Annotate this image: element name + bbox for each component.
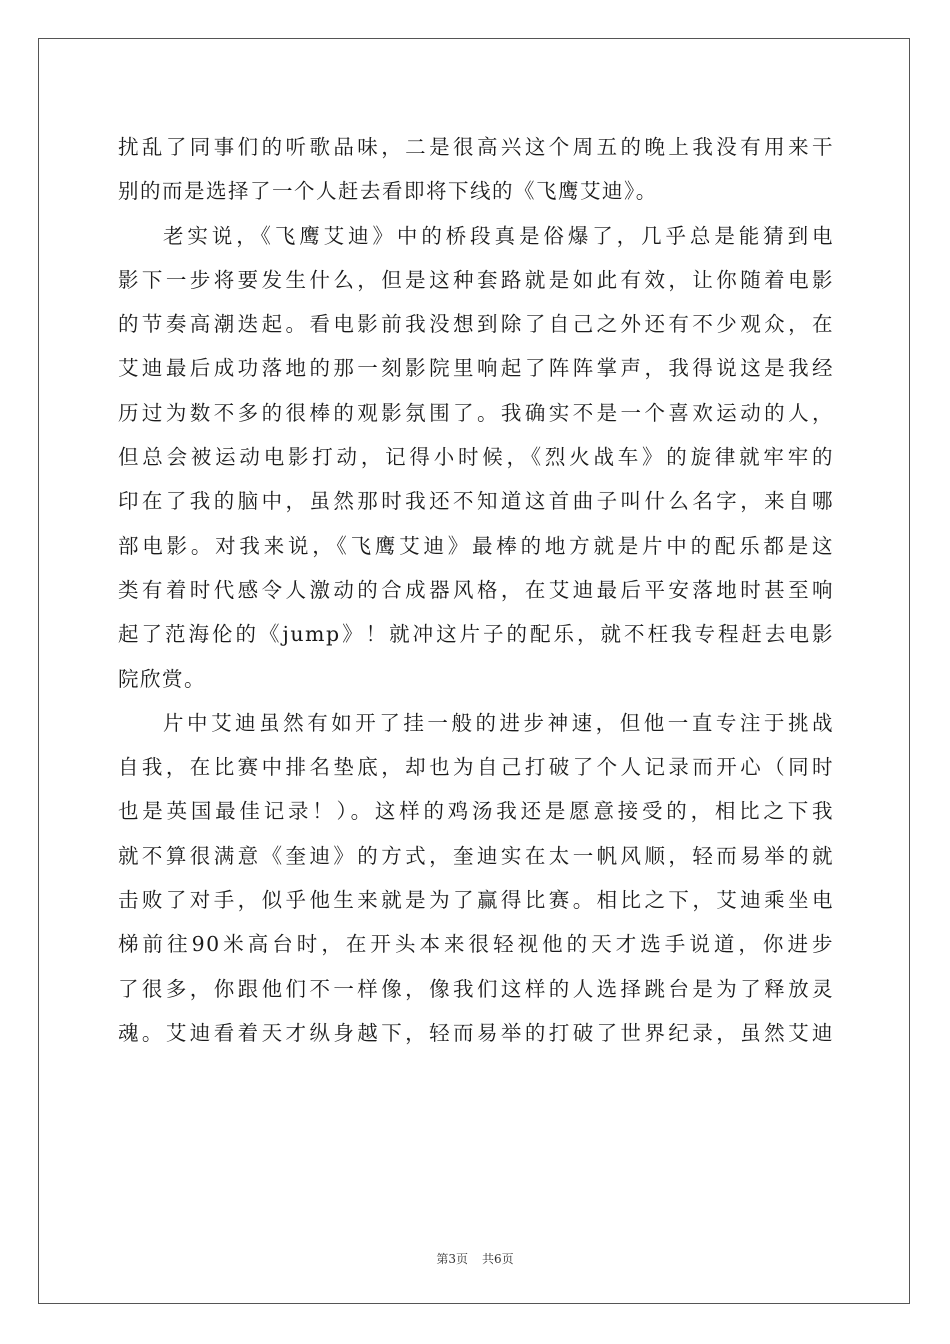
text-line: 就不算很满意《奎迪》的方式，奎迪实在太一帆风顺，轻而易举的就 bbox=[118, 843, 834, 868]
text-line: 梯前往90米高台时，在开头本来很轻视他的天才选手说道，你进步 bbox=[118, 932, 834, 957]
text-line: 自我，在比赛中排名垫底，却也为自己打破了个人记录而开心（同时 bbox=[118, 755, 834, 780]
text-line: 影下一步将要发生什么，但是这种套路就是如此有效，让你随着电影 bbox=[118, 267, 834, 292]
text-line: 类有着时代感令人激动的合成器风格，在艾迪最后平安落地时甚至响 bbox=[118, 577, 834, 602]
paragraph-first-line: 片中艾迪虽然有如开了挂一般的进步神速，但他一直专注于挑战 bbox=[163, 710, 834, 735]
text-line: 扰乱了同事们的听歌品味，二是很高兴这个周五的晚上我没有用来干 bbox=[118, 135, 834, 159]
text-line: 艾迪最后成功落地的那一刻影院里响起了阵阵掌声，我得说这是我经 bbox=[118, 356, 834, 381]
page-number: 第3页 bbox=[436, 1252, 468, 1266]
page-total: 共6页 bbox=[482, 1252, 514, 1266]
text-line: 了很多，你跟他们不一样像，像我们这样的人选择跳台是为了释放灵 bbox=[118, 976, 834, 1001]
text-line: 击败了对手，似乎他生来就是为了赢得比赛。相比之下，艾迪乘坐电 bbox=[118, 888, 834, 913]
text-line: 也是英国最佳记录！）。这样的鸡汤我还是愿意接受的，相比之下我 bbox=[118, 799, 834, 824]
text-line: 魂。艾迪看着天才纵身越下，轻而易举的打破了世界纪录，虽然艾迪 bbox=[118, 1020, 834, 1045]
text-line: 部电影。对我来说，《飞鹰艾迪》最棒的地方就是片中的配乐都是这 bbox=[118, 533, 834, 558]
document-body bbox=[118, 125, 834, 1055]
paragraph-first-line: 老实说，《飞鹰艾迪》中的桥段真是俗爆了，几乎总是能猜到电 bbox=[163, 223, 834, 248]
text-line: 历过为数不多的很棒的观影氛围了。我确实不是一个喜欢运动的人， bbox=[118, 400, 834, 425]
text-line: 院欣赏。 bbox=[118, 666, 206, 691]
text-line: 但总会被运动电影打动，记得小时候，《烈火战车》的旋律就牢牢的 bbox=[118, 445, 834, 470]
text-line: 别的而是选择了一个人赶去看即将下线的《飞鹰艾迪》。 bbox=[118, 179, 658, 204]
text-line: 的节奏高潮迭起。看电影前我没想到除了自己之外还有不少观众，在 bbox=[118, 312, 834, 337]
page-footer bbox=[0, 1250, 950, 1267]
text-line: 起了范海伦的《jump》！就冲这片子的配乐，就不枉我专程赶去电影 bbox=[118, 622, 834, 647]
text-line: 印在了我的脑中，虽然那时我还不知道这首曲子叫什么名字，来自哪 bbox=[118, 489, 834, 514]
